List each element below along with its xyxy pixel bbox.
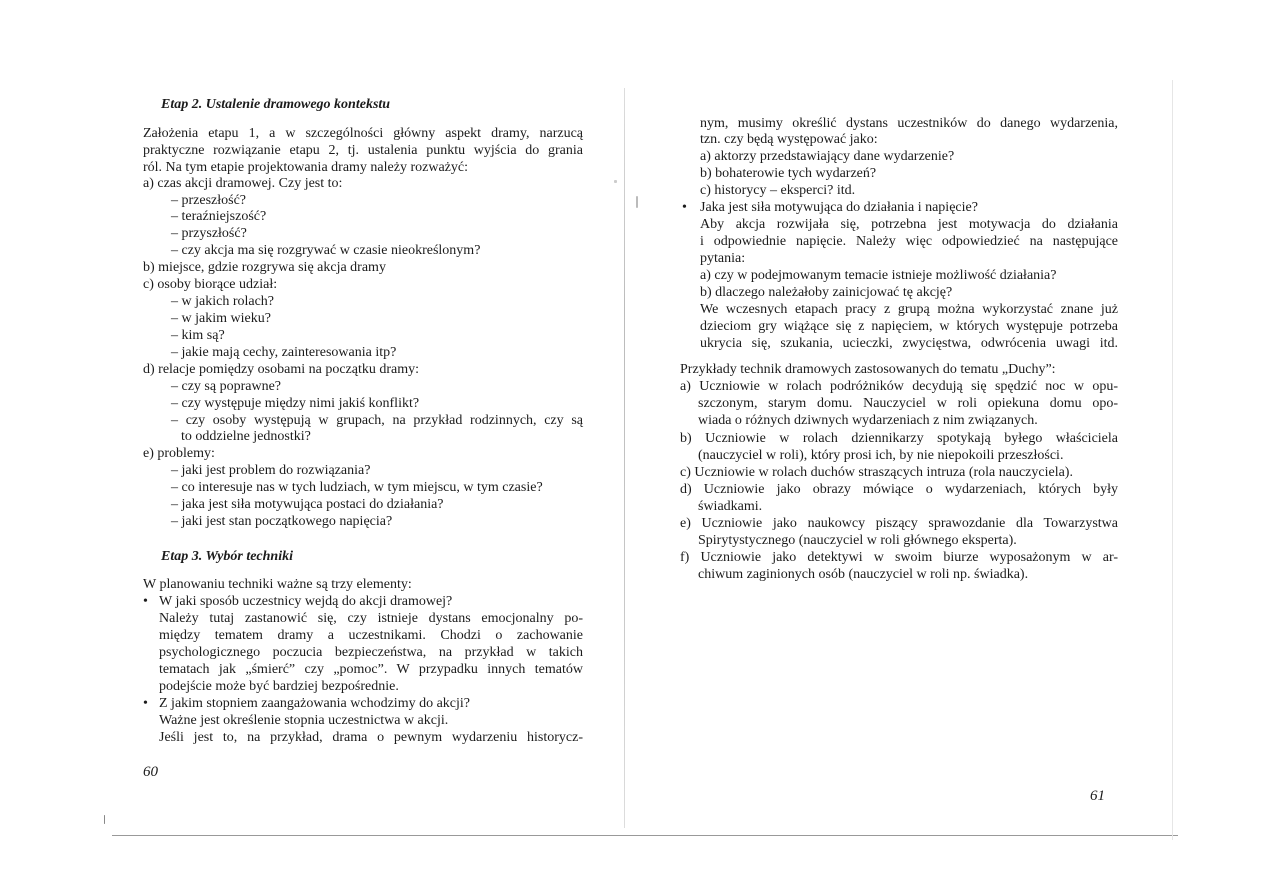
book-gutter (624, 88, 625, 828)
list-subitem: – w jakim wieku? (171, 311, 271, 326)
bullet-title: Jaka jest siła motywująca do działania i napięcie? (700, 200, 978, 215)
page-number-left: 60 (143, 764, 158, 780)
continuation-line: c) historycy – eksperci? itd. (700, 183, 856, 198)
example-c-line: c) Uczniowie w rolach duchów straszących intruza (rola nauczyciela). (680, 465, 1073, 480)
list-subitem-cont: to oddzielne jednostki? (181, 429, 311, 444)
list-item-a: a) czas akcji dramowej. Czy jest to: (143, 176, 343, 191)
bullet-icon: • (682, 200, 687, 215)
scan-speck (104, 815, 105, 824)
bullet-title: Z jakim stopniem zaangażowania wchodzimy do akcji? (159, 696, 471, 711)
example-e-line: Spirytystycznego (nauczyciel w roli głównego eksperta). (698, 533, 1017, 548)
list-subitem: – co interesuje nas w tych ludziach, w tym miejscu, w tym czasie? (171, 480, 543, 495)
list-item-e: e) problemy: (143, 446, 215, 461)
scan-speck (614, 180, 617, 183)
bullet-body-line: b) dlaczego należałoby zainicjować tę akcję? (700, 285, 953, 300)
list-subitem: – czy występuje między nimi jakiś konflikt? (171, 396, 420, 411)
bullet-body-line: Jeśli jest to, na przykład, drama o pewnym wydarzeniu historycz- (159, 730, 583, 745)
scan-speck (636, 196, 638, 208)
list-subitem: – jakie mają cechy, zainteresowania itp? (171, 345, 397, 360)
bullet-body-line: i odpowiednie napięcie. Należy więc odpowiedzieć na następujące (700, 234, 1118, 249)
list-subitem: – w jakich rolach? (171, 294, 275, 309)
list-subitem: – kim są? (171, 328, 225, 343)
list-subitem: – czy akcja ma się rozgrywać w czasie nieokreślonym? (171, 243, 481, 258)
bullet-body-line: pytania: (700, 251, 746, 266)
example-f-line: chiwum zaginionych osób (nauczyciel w roli np. świadka). (698, 567, 1029, 582)
bullet-body-line: a) czy w podejmowanym temacie istnieje możliwość działania? (700, 268, 1057, 283)
example-b-line: (nauczyciel w roli), który prosi ich, by nie niepokoili przeszłości. (698, 448, 1064, 463)
example-e-line: e) Uczniowie jako naukowcy piszący sprawozdanie dla Towarzystwa (680, 516, 1118, 531)
technique-intro: W planowaniu techniki ważne są trzy elementy: (143, 577, 412, 592)
example-b-line: b) Uczniowie w rolach dziennikarzy spotykają byłego właściciela (680, 431, 1118, 446)
list-item-d: d) relacje pomiędzy osobami na początku dramy: (143, 362, 420, 377)
examples-intro: Przykłady technik dramowych zastosowanych do tematu „Duchy”: (680, 362, 1056, 377)
bullet-icon: • (143, 696, 148, 711)
list-item-c: c) osoby biorące udział: (143, 277, 278, 292)
list-subitem: – jaki jest problem do rozwiązania? (171, 463, 371, 478)
list-subitem: – przyszłość? (171, 226, 247, 241)
example-a-line: szczonym, starym domu. Nauczyciel w roli opiekuna domu opo- (698, 396, 1118, 411)
bullet-body-line: podejście może być bardziej bezpośrednie. (159, 679, 399, 694)
bullet-body-line: We wczesnych etapach pracy z grupą można wykorzystać znane już (700, 302, 1118, 317)
example-d-line: d) Uczniowie jako obrazy mówiące o wydarzeniach, których były (680, 482, 1118, 497)
example-a-line: wiada o różnych dziwnych wydarzeniach z nim związanych. (698, 413, 1038, 428)
bullet-body-line: Ważne jest określenie stopnia uczestnictwa w akcji. (159, 713, 449, 728)
continuation-line: b) bohaterowie tych wydarzeń? (700, 166, 877, 181)
bullet-body-line: ukrycia się, szukania, ucieczki, zwycięstwa, odwrócenia uwagi itd. (700, 336, 1118, 351)
page-right-edge (1172, 80, 1173, 840)
list-subitem: – teraźniejszość? (171, 209, 267, 224)
intro-line: ról. Na tym etapie projektowania dramy należy rozważyć: (143, 160, 468, 175)
bullet-body-line: między tematem dramy a uczestnikami. Chodzi o zachowanie (159, 628, 583, 643)
list-subitem: – czy osoby występują w grupach, na przykład rodzinnych, czy są (171, 413, 583, 428)
list-subitem: – czy są poprawne? (171, 379, 282, 394)
example-a-line: a) Uczniowie w rolach podróżników decydują się spędzić noc w opu- (680, 379, 1118, 394)
continuation-line: a) aktorzy przedstawiający dane wydarzenie? (700, 149, 955, 164)
continuation-line: tzn. czy będą występować jako: (700, 132, 878, 147)
page-bottom-edge (112, 835, 1178, 836)
heading-etap-3: Etap 3. Wybór techniki (161, 549, 293, 564)
example-d-line: świadkami. (698, 499, 763, 514)
bullet-body-line: Należy tutaj zastanowić się, czy istnieje dystans emocjonalny po- (159, 611, 583, 626)
bullet-body-line: dzieciom gry wiążące się z napięciem, w których występuje potrzeba (700, 319, 1118, 334)
bullet-body-line: tematach jak „śmierć” czy „pomoc”. W przypadku innych tematów (159, 662, 583, 677)
bullet-body-line: Aby akcja rozwijała się, potrzebna jest motywacja do działania (700, 217, 1118, 232)
list-item-b: b) miejsce, gdzie rozgrywa się akcja dramy (143, 260, 386, 275)
list-subitem: – jaki jest stan początkowego napięcia? (171, 514, 393, 529)
bullet-title: W jaki sposób uczestnicy wejdą do akcji dramowej? (159, 594, 453, 609)
bullet-body-line: psychologicznego poczucia bezpieczeństwa, na przykład w takich (159, 645, 583, 660)
bullet-icon: • (143, 594, 148, 609)
example-f-line: f) Uczniowie jako detektywi w swoim biurze wyposażonym w ar- (680, 550, 1118, 565)
intro-line: Założenia etapu 1, a w szczególności główny aspekt dramy, narzucą (143, 126, 583, 141)
list-subitem: – przeszłość? (171, 193, 247, 208)
heading-etap-2: Etap 2. Ustalenie dramowego kontekstu (161, 97, 391, 112)
page-number-right: 61 (1090, 788, 1105, 804)
continuation-line: nym, musimy określić dystans uczestników do danego wydarzenia, (700, 116, 1118, 131)
list-subitem: – jaka jest siła motywująca postaci do działania? (171, 497, 444, 512)
intro-line: praktyczne rozwiązanie etapu 2, tj. ustalenia punktu wyjścia do grania (143, 143, 583, 158)
